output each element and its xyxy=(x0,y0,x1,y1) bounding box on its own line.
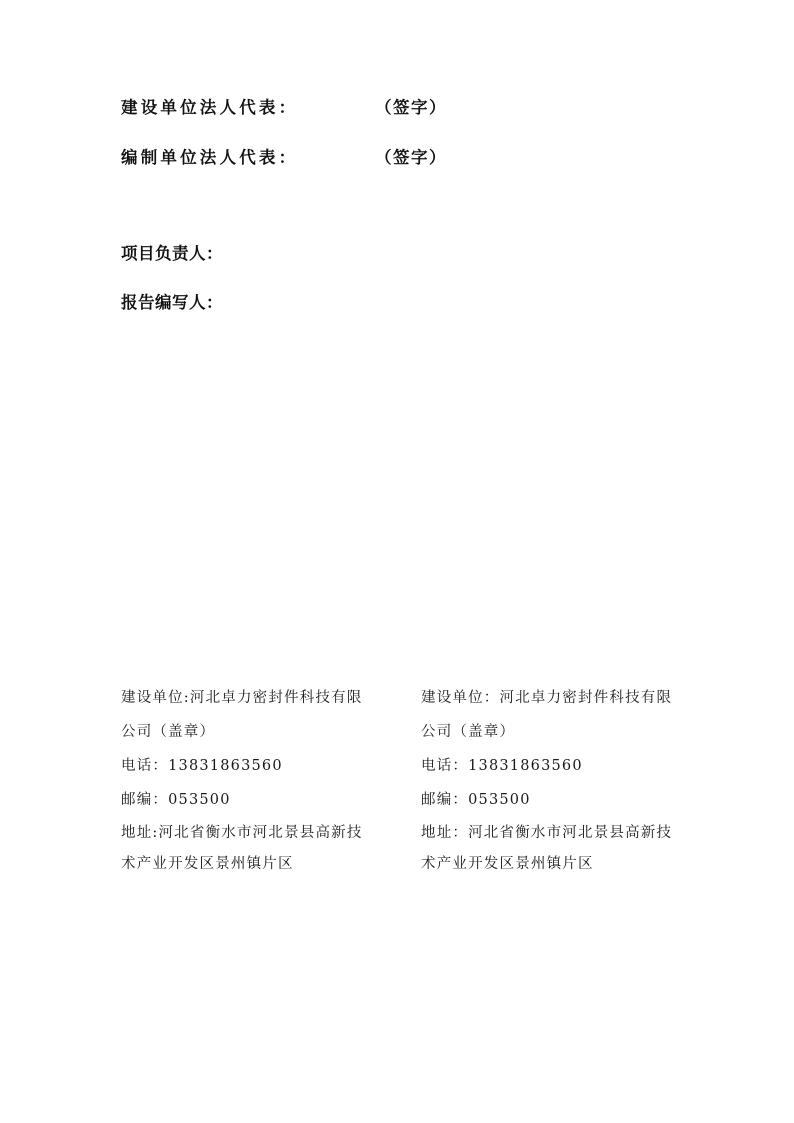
address-line1: 地址:河北省衡水市河北景县高新技 xyxy=(121,825,363,841)
preparer-rep-line xyxy=(121,147,447,169)
unit-name-line1: 建设单位:河北卓力密封件科技有限 xyxy=(121,690,363,706)
postcode-line: 邮编：053500 xyxy=(421,792,531,808)
postcode-line: 邮编：053500 xyxy=(121,792,231,808)
phone-line: 电话：13831863560 xyxy=(421,758,583,774)
address-line2: 术产业开发区景州镇片区 xyxy=(121,856,294,872)
unit-name-line2: 公司（盖章） xyxy=(121,724,216,740)
address-line1: 地址：河北省衡水市河北景县高新技 xyxy=(421,825,673,841)
report-writer-label: 报告编写人： xyxy=(121,293,223,312)
construction-rep-label: 建设单位法人代表： xyxy=(121,98,299,117)
construction-rep-line xyxy=(121,97,447,119)
preparer-rep-signature-note: （签字） xyxy=(375,148,447,167)
preparer-rep-label: 编制单位法人代表： xyxy=(121,148,299,167)
unit-name-line1: 建设单位：河北卓力密封件科技有限 xyxy=(421,690,673,706)
construction-rep-signature-note: （签字） xyxy=(375,98,447,117)
project-lead-label: 项目负责人： xyxy=(121,244,223,263)
phone-line: 电话：13831863560 xyxy=(121,758,283,774)
address-line2: 术产业开发区景州镇片区 xyxy=(421,856,594,872)
unit-name-line2: 公司（盖章） xyxy=(421,724,516,740)
